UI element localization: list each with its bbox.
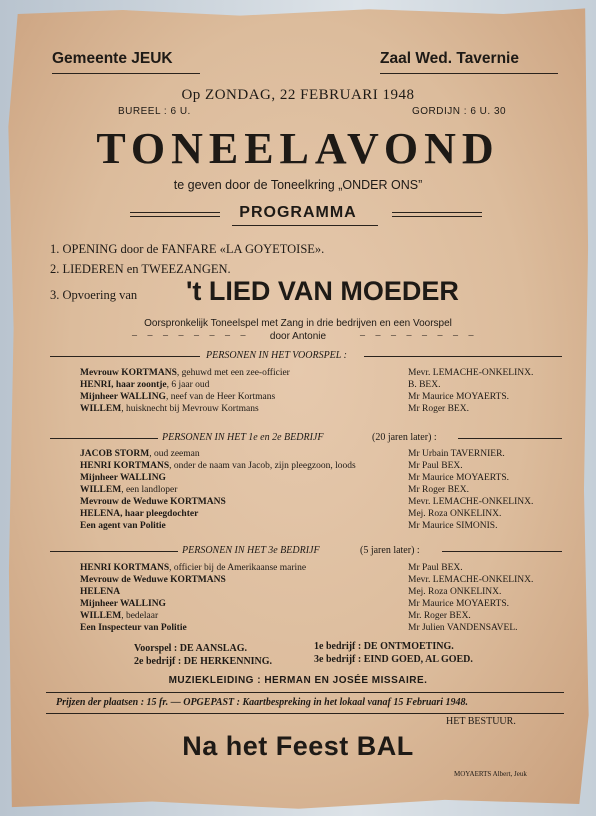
character-name: Mevrouw de Weduwe KORTMANS [80,575,226,585]
cast-row [80,449,560,459]
character-desc: , 6 jaar oud [166,380,210,390]
het-bestuur: HET BESTUUR. [446,716,516,727]
section-1-heading: PERSONEN IN HET VOORSPEL : [206,350,347,361]
section-2-note: (20 jaren later) : [372,432,437,443]
character-name: Mijnheer WALLING [80,473,166,483]
actor-name: Mr Paul BEX. [408,461,463,471]
act-1: 1e bedrijf : DE ONTMOETING. [314,641,454,652]
program-item-2: 2. LIEDEREN en TWEEZANGEN. [50,262,231,276]
prijzen-rule-bottom [46,713,564,714]
bureel-time: BUREEL : 6 U. [118,106,191,117]
header-left: Gemeente JEUK [52,50,173,67]
cast-row [80,392,560,402]
actor-name: Mevr. LEMACHE-ONKELINX. [408,368,534,378]
cast-row [80,380,560,390]
prijzen-rule-top [46,692,564,693]
programma-underline [232,225,378,226]
page-title: TONEELAVOND [96,124,500,173]
gordijn-time: GORDIJN : 6 U. 30 [412,106,507,117]
footer-bal: Na het Feest BAL [182,731,414,761]
character-desc: , gehuwd met een zee-officier [176,368,290,378]
cast-row [80,461,560,471]
section-3-note: (5 jaren later) : [360,545,420,556]
header-right: Zaal Wed. Tavernie [380,50,519,67]
section-3-rule-right [442,551,562,552]
character-name: WILLEM [80,611,122,621]
section-2-rule-right [458,438,562,439]
actor-name: Mr Maurice SIMONIS. [408,521,498,531]
actor-name: Mr Roger BEX. [408,404,469,414]
cast-row [80,599,560,609]
section-2-heading: PERSONEN IN HET 1e en 2e BEDRIJF [162,432,324,443]
cast-row [80,368,560,378]
actor-name: Mevr. LEMACHE-ONKELINX. [408,497,534,507]
character-name: HENRI, haar zoontje [80,380,167,390]
character-name: HELENA, haar pleegdochter [80,509,199,519]
cast-row [80,563,560,573]
character-name: WILLEM [80,485,122,495]
section-3-rule-left [50,551,178,552]
character-name: Een agent van Politie [80,521,166,531]
actor-name: Mej. Roza ONKELINX. [408,587,502,597]
actor-name: Mr Roger BEX. [408,485,469,495]
program-item-3: 3. Opvoering van [50,288,138,302]
section-3-heading: PERSONEN IN HET 3e BEDRIJF [182,545,320,556]
section-2-rule-left [50,438,158,439]
act-voorspel: Voorspel : DE AANSLAG. [134,643,247,654]
actor-name: Mr Maurice MOYAERTS. [408,473,510,483]
character-desc: , oud zeeman [149,449,200,459]
character-desc: , bedelaar [121,611,159,621]
actor-name: Mr. Roger BEX. [408,611,471,621]
character-desc: , officier bij de Amerikaanse marine [169,563,307,573]
play-title: 't LIED VAN MOEDER [186,276,459,306]
character-desc: , een landloper [121,485,178,495]
cast-row [80,611,560,621]
cast-row [80,521,560,531]
actor-name: B. BEX. [408,380,441,390]
character-name: WILLEM [80,404,122,414]
actor-name: Mr Julien VANDENSAVEL. [408,623,518,633]
character-name: HENRI KORTMANS [80,563,170,573]
character-desc: , onder de naam van Jacob, zijn pleegzoon, loods [169,461,356,471]
character-name: Mijnheer WALLING [80,599,166,609]
cast-row [80,497,560,507]
prijzen-text: Prijzen der plaatsen : 15 fr. — OPGEPAST : Kaartbespreking in het lokaal vanaf 15 Februari 1948. [56,697,469,708]
character-desc: , neef van de Heer Kortmans [165,392,276,402]
play-author: door Antonie [269,331,327,342]
event-date: Op ZONDAG, 22 FEBRUARI 1948 [181,87,415,103]
character-name: HELENA [80,587,121,597]
cast-row [80,404,560,414]
actor-name: Mr Paul BEX. [408,563,463,573]
actor-name: Mr Urbain TAVERNIER. [408,449,505,459]
author-dashes-left: – – – – – – – – [132,330,250,341]
printer-credit: MOYAERTS Albert, Jeuk [454,770,527,778]
author-dashes-right: – – – – – – – – [360,330,478,341]
character-name: Een Inspecteur van Politie [80,623,187,633]
cast-row [80,509,560,519]
header-left-underline [52,73,200,74]
actor-name: Mr Maurice MOYAERTS. [408,392,510,402]
character-name: HENRI KORTMANS [80,461,170,471]
character-name: Mijnheer WALLING [80,392,166,402]
act-3: 3e bedrijf : EIND GOED, AL GOED. [314,654,473,665]
cast-row [80,485,560,495]
actor-name: Mej. Roza ONKELINX. [408,509,502,519]
cast-row [80,473,560,483]
act-2: 2e bedrijf : DE HERKENNING. [134,656,273,667]
cast-row [80,587,560,597]
character-name: JACOB STORM [80,449,150,459]
programma-rule-right-2 [392,216,482,217]
character-name: Mevrouw de Weduwe KORTMANS [80,497,226,507]
section-1-rule-left [50,356,200,357]
section-1-rule-right [364,356,562,357]
actor-name: Mevr. LEMACHE-ONKELINX. [408,575,534,585]
play-description: Oorspronkelijk Toneelspel met Zang in drie bedrijven en een Voorspel [144,318,452,329]
actor-name: Mr Maurice MOYAERTS. [408,599,510,609]
programma-heading: PROGRAMMA [239,204,357,221]
cast-row [80,623,560,633]
programma-rule-right-1 [392,212,482,213]
header-right-underline [380,73,558,74]
subtitle: te geven door de Toneelkring „ONDER ONS” [173,178,423,192]
character-name: Mevrouw KORTMANS [80,368,177,378]
cast-row [80,575,560,585]
muziekleiding: MUZIEKLEIDING : HERMAN EN JOSÉE MISSAIRE. [168,675,428,686]
program-item-1: 1. OPENING door de FANFARE «LA GOYETOISE». [50,242,325,256]
character-desc: , huisknecht bij Mevrouw Kortmans [121,404,259,414]
